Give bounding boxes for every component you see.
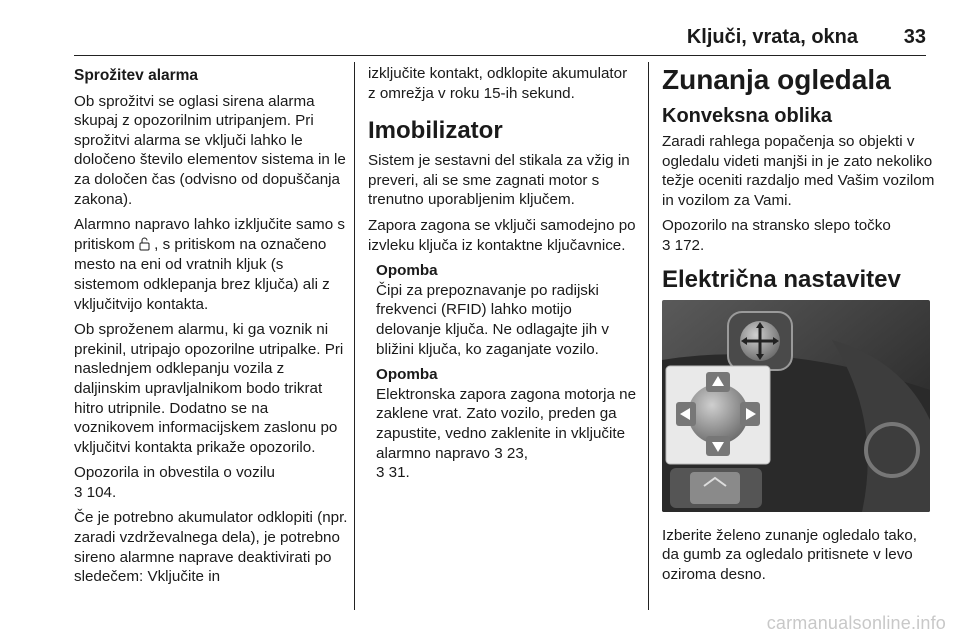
electric-adjust-heading: Električna nastavitev [662, 265, 901, 293]
outside-mirrors-title: Zunanja ogledala [662, 64, 891, 95]
alarm-paragraph-2-text-b: , s pritiskom na označeno mesto na eni od vratnih kljuk (s sistemom odklepanja brez ključa) ali z vključitvijo kontakta. [74, 235, 330, 313]
page-header [74, 24, 926, 54]
blind-spot-paragraph [662, 216, 937, 255]
alarm-paragraph-2-text-a: Alarmno napravo lahko izključite samo s pritiskom [74, 216, 345, 253]
immobilizer-heading: Imobilizator [368, 117, 503, 145]
note-2 [376, 365, 638, 483]
immobilizer-paragraph-1: Sistem je sestavni del stikala za vžig in preveri, ali se sme zagnati motor s trenutno uporabljenim ključem. [368, 152, 630, 209]
convex-shape-heading: Konveksna oblika [662, 105, 833, 127]
alarm-paragraph-5: Če je potrebno akumulator odklopiti (npr. zaradi vzdrževalnega dela), je potrebno sireno alarmne naprave deaktivirati po sledečem: Vključite in [74, 509, 348, 586]
note-1-title: Opomba [376, 262, 438, 280]
alarm-trigger-heading: Sprožitev alarma [74, 67, 199, 84]
alarm-paragraph-4 [74, 463, 349, 502]
page-number: 33 [903, 26, 926, 48]
column-divider-1 [354, 62, 355, 610]
section-title: Ključi, vrata, okna [686, 26, 858, 48]
header-divider [74, 55, 926, 56]
column-2 [368, 64, 638, 489]
note-2-body: Elektronska zapora zagona motorja ne zaklene vrat. Zato vozilo, preden ga zapustite, vedno zaklenite in vključite alarmno napravo [376, 385, 637, 462]
column-1 [74, 64, 349, 593]
page-reference-link[interactable]: 3 23, [494, 444, 528, 462]
alarm-paragraph-4-text: Opozorila in obvestila o vozilu [74, 464, 275, 482]
watermark: carmanualsonline.info [766, 613, 946, 633]
lock-open-icon [139, 238, 154, 253]
alarm-paragraph-2 [74, 215, 349, 314]
alarm-paragraph-1: Ob sprožitvi se oglasi sirena alarma skupaj z opozorilnim utripanjem. Pri sprožitvi alarma se vključi lahko le določeno število elementov sistema in le za določen čas (odvisno od dopuščanja zakona). [74, 92, 346, 208]
continued-paragraph: izključite kontakt, odklopite akumulator z omrežja v roku 15-ih sekund. [368, 65, 628, 102]
page-reference-link[interactable]: 3 104. [74, 483, 117, 501]
column-3 [662, 64, 937, 590]
immobilizer-paragraph-2: Zapora zagona se vključi samodejno po izvleku ključa iz kontaktne ključavnice. [368, 216, 636, 254]
note-2-text [376, 385, 638, 483]
mirror-select-paragraph: Izberite želeno zunanje ogledalo tako, da gumb za ogledalo pritisnete v levo oziroma desno. [662, 526, 917, 583]
page-reference-link[interactable]: 3 172. [662, 236, 705, 254]
alarm-paragraph-3: Ob sproženem alarmu, ki ga voznik ni prekinil, utripajo opozorilne utripalke. Pri naslednjem odklepanju vozila z daljinskim upravljalnikom bodo trikrat hitro utripnile. Dodatno se na voznikovem informacijskem zaslonu po vključitvi kontakta prikaže opozorilo. [74, 321, 344, 456]
convex-paragraph: Zaradi rahlega popačenja so objekti v ogledalu videti manjši in je zato nekoliko težje oceniti razdaljo med Vašim vozilom in vozilom za Vami. [662, 133, 935, 209]
note-1-text: Čipi za prepoznavanje po radijski frekvenci (RFID) lahko motijo delovanje ključa. Ne odlagajte jih v bližini ključa, ko zaganjate vozilo. [376, 281, 610, 358]
page-reference-link[interactable]: 3 31. [376, 464, 410, 482]
column-divider-2 [648, 62, 649, 610]
mirror-control-photo [662, 300, 930, 512]
note-1 [376, 261, 638, 359]
note-2-title: Opomba [376, 366, 438, 384]
blind-spot-text: Opozorilo na stransko slepo točko [662, 217, 891, 235]
